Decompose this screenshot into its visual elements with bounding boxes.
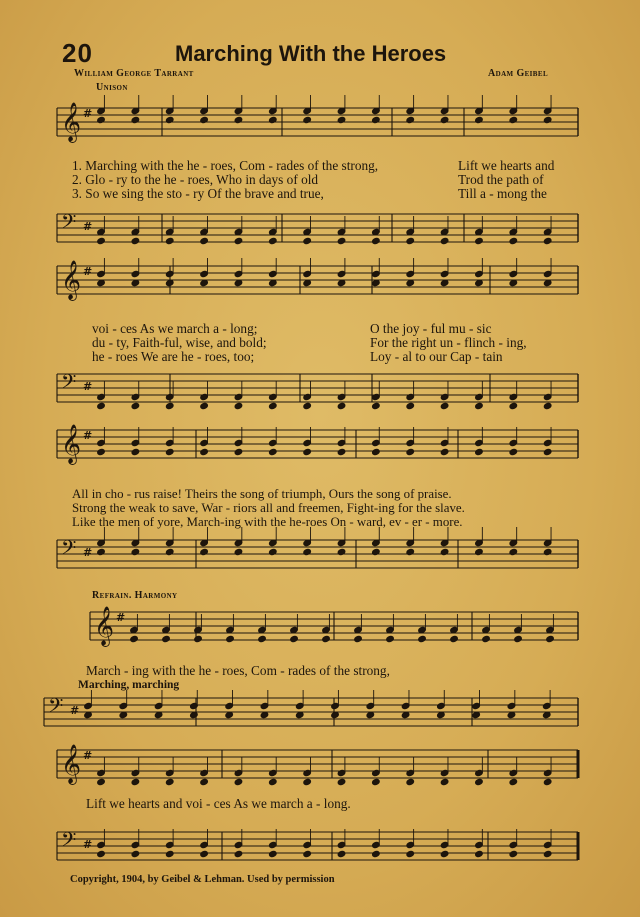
note-head [165, 237, 174, 244]
system1-verse2-end: Trod the path of [458, 172, 544, 187]
note-head [258, 635, 267, 642]
note-head [269, 778, 278, 785]
note-head [200, 237, 209, 244]
note-head [543, 116, 552, 123]
note-head [165, 116, 174, 123]
bass-clef: 𝄢 [61, 370, 77, 398]
note-head [337, 116, 346, 123]
note-head [372, 850, 381, 857]
sharp-sign: # [83, 838, 93, 851]
note-head [131, 402, 140, 409]
system2-verse3: he - roes We are he - roes, too; [92, 349, 255, 364]
note-head [372, 778, 381, 785]
note-head [475, 237, 484, 244]
system3-verse2: Strong the weak to save, War - riors all and freemen, Fight-ing for the slave. [72, 501, 465, 515]
refrain2-lyric: Lift we hearts and voi - ces As we march a - long. [86, 796, 351, 811]
note-head [406, 402, 415, 409]
note-head [234, 778, 243, 785]
note-head [290, 635, 299, 642]
note-head [337, 402, 346, 409]
clef-symbols [48, 102, 125, 856]
note-head [372, 402, 381, 409]
sharp-sign: # [83, 546, 93, 559]
note-head [514, 635, 523, 642]
note-head [200, 402, 209, 409]
system2-verse1: voi - ces As we march a - long; [92, 321, 258, 336]
note-head [303, 402, 312, 409]
note-head [475, 850, 484, 857]
note-head [269, 448, 278, 455]
note-head [165, 402, 174, 409]
note-head [543, 548, 552, 555]
note-head [406, 237, 415, 244]
bass-clef: 𝄢 [48, 694, 64, 722]
note-head [234, 548, 243, 555]
note-head [200, 448, 209, 455]
system3-verse3: Like the men of yore, March-ing with the he-roes On - ward, ev - er - more. [72, 515, 463, 529]
note-head [543, 402, 552, 409]
treble-clef: 𝄞 [61, 744, 82, 784]
note-head [509, 548, 518, 555]
note-head [234, 448, 243, 455]
note-head [372, 548, 381, 555]
copyright-notice: Copyright, 1904, by Geibel & Lehman. Used by permission [70, 874, 335, 885]
note-head [386, 635, 395, 642]
refrain1-bass-words: Marching, marching [78, 679, 180, 691]
note-head [303, 850, 312, 857]
note-head [165, 778, 174, 785]
note-head [509, 116, 518, 123]
note-head [372, 237, 381, 244]
system2-verse1-end: O the joy - ful mu - sic [370, 321, 492, 336]
note-head [406, 850, 415, 857]
note-head [269, 548, 278, 555]
sharp-sign: # [83, 265, 93, 278]
hymn-number: 20 [62, 38, 93, 68]
system1-verse1-end: Lift we hearts and [458, 158, 555, 173]
note-head [97, 850, 106, 857]
note-head [509, 448, 518, 455]
note-head [475, 116, 484, 123]
note-head [543, 237, 552, 244]
system1-verse3: 3. So we sing the sto - ry Of the brave and true, [72, 186, 324, 201]
note-head [226, 635, 235, 642]
note-head [440, 402, 449, 409]
treble-clef: 𝄞 [94, 606, 115, 646]
note-head [165, 448, 174, 455]
note-head [97, 778, 106, 785]
sharp-sign: # [83, 107, 93, 120]
note-head [303, 548, 312, 555]
note-head [546, 635, 555, 642]
note-head [450, 635, 459, 642]
note-head [303, 448, 312, 455]
note-heads [84, 95, 555, 858]
note-head [97, 116, 106, 123]
system2-verse2: du - ty, Faith-ful, wise, and bold; [92, 335, 267, 350]
note-head [131, 778, 140, 785]
system1-verse3-end: Till a - mong the [458, 186, 547, 201]
unison-label: Unison [96, 82, 128, 93]
system1-verse1: 1. Marching with the he - roes, Com - rades of the strong, [72, 158, 379, 173]
sharp-sign: # [83, 380, 93, 393]
note-head [234, 116, 243, 123]
note-head [440, 548, 449, 555]
note-head [337, 548, 346, 555]
note-head [440, 850, 449, 857]
system2-verse2-end: For the right un - flinch - ing, [370, 335, 527, 350]
note-head [337, 237, 346, 244]
hymn-title: Marching With the Heroes [175, 41, 447, 66]
note-head [97, 402, 106, 409]
note-head [269, 116, 278, 123]
note-head [543, 448, 552, 455]
system3-verse1: All in cho - rus raise! Theirs the song of triumph, Ours the song of praise. [72, 487, 452, 501]
note-head [440, 116, 449, 123]
note-head [200, 778, 209, 785]
note-head [165, 548, 174, 555]
note-head [406, 778, 415, 785]
note-head [131, 448, 140, 455]
note-head [509, 850, 518, 857]
note-head [475, 448, 484, 455]
note-head [162, 635, 171, 642]
note-head [406, 116, 415, 123]
sharp-sign: # [83, 429, 93, 442]
note-head [543, 778, 552, 785]
note-head [200, 116, 209, 123]
composer-credit: Adam Geibel [488, 68, 549, 79]
note-head [475, 548, 484, 555]
note-head [194, 635, 203, 642]
note-head [372, 448, 381, 455]
bass-clef: 𝄢 [61, 210, 77, 238]
note-head [97, 548, 106, 555]
note-head [131, 548, 140, 555]
system2-verse3-end: Loy - al to our Cap - tain [370, 349, 503, 364]
treble-clef: 𝄞 [61, 260, 82, 300]
note-head [303, 778, 312, 785]
system1-verse2: 2. Glo - ry to the he - roes, Who in days of old [72, 172, 319, 187]
note-head [97, 448, 106, 455]
note-head [372, 116, 381, 123]
note-head [234, 402, 243, 409]
note-head [509, 778, 518, 785]
note-head [165, 850, 174, 857]
bass-clef: 𝄢 [61, 536, 77, 564]
note-head [509, 402, 518, 409]
lyricist-credit: William George Tarrant [74, 68, 194, 79]
note-head [234, 237, 243, 244]
note-head [337, 448, 346, 455]
sharp-sign: # [70, 704, 80, 717]
note-head [130, 635, 139, 642]
note-head [440, 237, 449, 244]
note-head [337, 778, 346, 785]
note-head [200, 850, 209, 857]
note-head [406, 448, 415, 455]
note-head [418, 635, 427, 642]
note-head [475, 402, 484, 409]
note-head [234, 850, 243, 857]
bass-clef: 𝄢 [61, 828, 77, 856]
note-head [97, 237, 106, 244]
note-head [406, 548, 415, 555]
refrain1-lyric: March - ing with the he - roes, Com - rades of the strong, [86, 663, 390, 678]
sharp-sign: # [83, 749, 93, 762]
note-head [354, 635, 363, 642]
note-head [131, 237, 140, 244]
note-head [509, 237, 518, 244]
note-head [440, 778, 449, 785]
treble-clef: 𝄞 [61, 424, 82, 464]
note-head [475, 778, 484, 785]
note-head [269, 402, 278, 409]
note-head [269, 237, 278, 244]
note-head [337, 850, 346, 857]
note-head [543, 850, 552, 857]
note-head [303, 237, 312, 244]
note-head [200, 548, 209, 555]
treble-clef: 𝄞 [61, 102, 82, 142]
staff-lines [44, 108, 578, 860]
refrain-label: Refrain. Harmony [92, 590, 178, 601]
note-head [303, 116, 312, 123]
note-head [322, 635, 331, 642]
note-head [440, 448, 449, 455]
note-head [269, 850, 278, 857]
note-head [131, 116, 140, 123]
note-head [482, 635, 491, 642]
sharp-sign: # [83, 220, 93, 233]
sharp-sign: # [116, 611, 126, 624]
note-head [131, 850, 140, 857]
